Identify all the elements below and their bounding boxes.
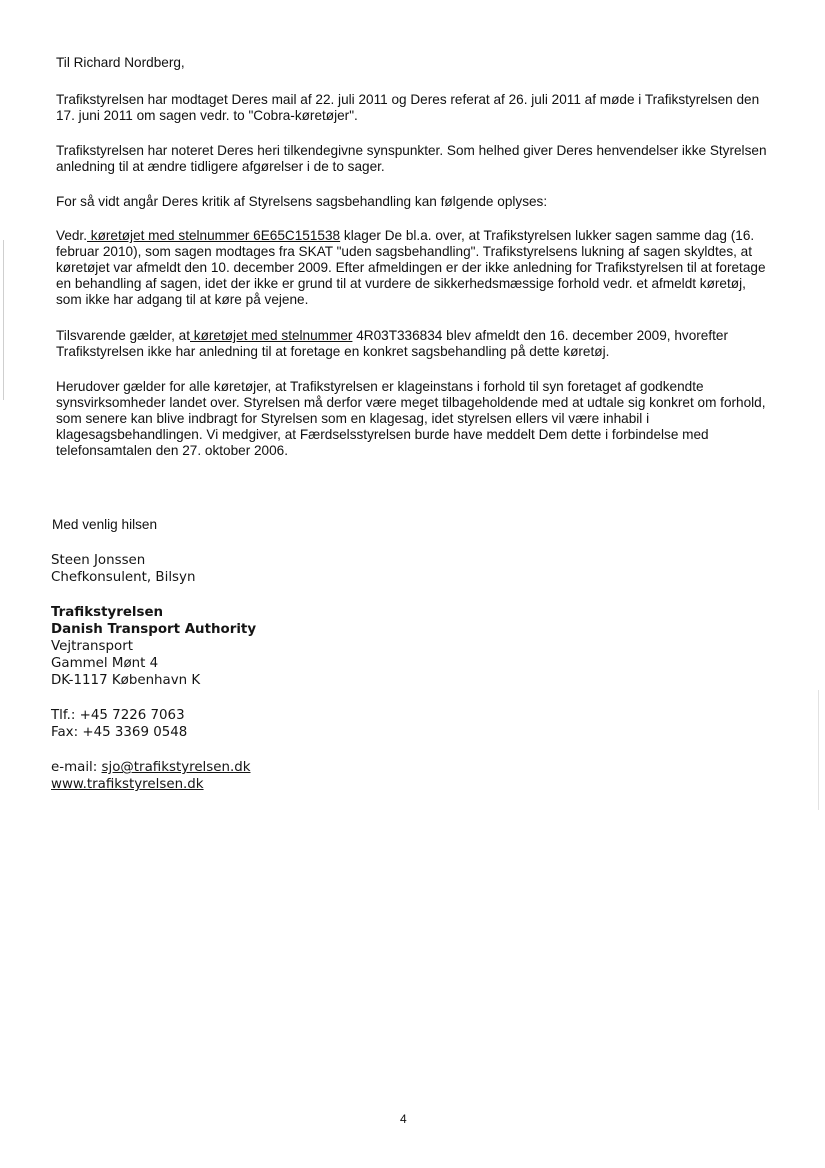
signer-name: Steen Jonssen bbox=[51, 553, 146, 568]
fax-line bbox=[51, 724, 256, 741]
website-link[interactable]: www.trafikstyrelsen.dk bbox=[51, 777, 204, 792]
spacer bbox=[51, 586, 256, 604]
street-address: Gammel Mønt 4 bbox=[51, 656, 159, 671]
email-link[interactable]: sjo@trafikstyrelsen.dk bbox=[101, 760, 251, 775]
spacer bbox=[51, 689, 256, 707]
email-line bbox=[51, 759, 256, 776]
paragraph-vehicle-one-prefix: Vedr. bbox=[56, 228, 87, 243]
closing-greeting: Med venlig hilsen bbox=[52, 517, 158, 532]
city-address: DK-1117 København K bbox=[51, 673, 201, 688]
vehicle-two-reference: køretøjet med stelnummer bbox=[190, 328, 353, 343]
paragraph-vehicle-two-text: 4R03T336834 blev afmeldt den 16. december 2009, hvorefter Trafikstyrelsen ikke har anledning til at foretage en konkret sagsbehandling på dette køretøj. bbox=[56, 328, 729, 359]
organization-name: Trafikstyrelsen bbox=[51, 605, 164, 620]
phone-line bbox=[51, 707, 256, 724]
fax-label: Fax: bbox=[51, 725, 83, 740]
fax-number: +45 3369 0548 bbox=[82, 725, 188, 740]
phone-number: +45 7226 7063 bbox=[79, 708, 185, 723]
scan-edge-mark bbox=[3, 240, 4, 400]
spacer bbox=[51, 741, 256, 759]
paragraph-vehicle-one-text: klager De bl.a. over, at Trafikstyrelsen lukker sagen samme dag (16. februar 2010), som sagen modtages fra SKAT "uden sagsbehandling". Trafikstyrelsens lukning af sagen skyldtes, at køretøjet var afmeldt den 10. december 2009. Efter afmeldingen er der ikke anledning for Trafikstyrelsen til at foretage en behandling af sagen, idet der ikke er grund til at vurdere de sikkerhedsmæssige forhold vedr. et afmeldt køretøj, som ikke har adgang til at køre på vejene. bbox=[56, 228, 766, 307]
scan-edge-mark-right bbox=[818, 690, 819, 810]
signature-block bbox=[51, 552, 256, 793]
paragraph-received-mail: Trafikstyrelsen har modtaget Deres mail af 22. juli 2011 og Deres referat af 26. juli 2011 af møde i Trafikstyrelsen den 17. juni 2011 om sagen vedr. to "Cobra-køretøjer". bbox=[56, 92, 760, 123]
paragraph-criticism-intro: For så vidt angår Deres kritik af Styrelsens sagsbehandling kan følgende oplyses: bbox=[56, 194, 548, 209]
paragraph-vehicle-two-prefix: Tilsvarende gælder, at bbox=[56, 328, 190, 343]
paragraph-vehicle-one bbox=[56, 228, 774, 308]
signer-title: Chefkonsulent, Bilsyn bbox=[51, 570, 196, 585]
page-number: 4 bbox=[400, 1112, 407, 1126]
phone-label: Tlf.: bbox=[51, 708, 80, 723]
organization-name-english: Danish Transport Authority bbox=[51, 622, 257, 637]
salutation: Til Richard Nordberg, bbox=[56, 55, 185, 70]
department: Vejtransport bbox=[51, 639, 133, 654]
email-label: e-mail: bbox=[51, 760, 102, 775]
paragraph-vehicle-two bbox=[56, 328, 774, 360]
paragraph-noted-views: Trafikstyrelsen har noteret Deres heri tilkendegivne synspunkter. Som helhed giver Deres henvendelser ikke Styrelsen anledning til at ændre tidligere afgørelser i de to sager. bbox=[56, 143, 767, 174]
paragraph-appeal-authority: Herudover gælder for alle køretøjer, at Trafikstyrelsen er klageinstans i forhold til syn foretaget af godkendte synsvirksomheder landet over. Styrelsen må derfor være meget tilbageholdende med at udtale sig konkret om forhold, som senere kan blive indbragt for Styrelsen som en klagesag, idet styrelsen ellers vil være inhabil i klagesagsbehandlingen. Vi medgiver, at Færdselsstyrelsen burde have meddelt Dem dette i forbindelse med telefonsamtalen den 27. oktober 2006. bbox=[56, 379, 766, 458]
vehicle-one-reference: køretøjet med stelnummer 6E65C151538 bbox=[87, 228, 341, 243]
